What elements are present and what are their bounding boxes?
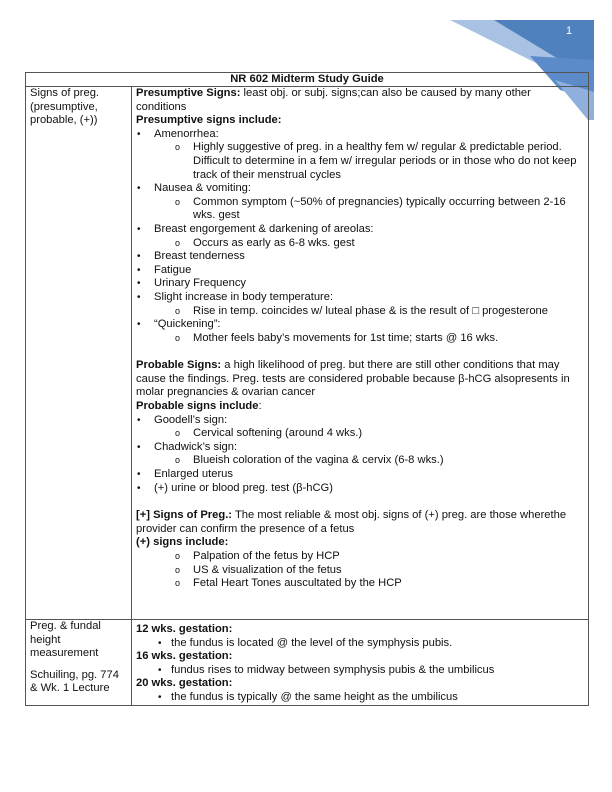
topic-label: Preg. & fundal height measurement bbox=[30, 620, 101, 660]
reference-label: Schuiling, pg. 774 & Wk. 1 Lecture bbox=[30, 668, 119, 695]
section-description: The most reliable & most obj. signs of (+) preg. are those wherethe provider can confirm the presence of a fetus bbox=[136, 509, 567, 535]
content-cell bbox=[132, 87, 589, 620]
list-item: • the fundus is typically @ the same height as the umbilicus bbox=[136, 691, 584, 705]
list-item: • Nausea & vomiting: o Common symptom (~50% of pregnancies) typically occurring between 2-16 wks. gest bbox=[136, 182, 584, 223]
sub-list-item: o Common symptom (~50% of pregnancies) typically occurring between 2-16 wks. gest bbox=[174, 196, 584, 223]
list-heading: Presumptive signs include: bbox=[136, 114, 282, 127]
list-item: • fundus rises to midway between symphysis pubis & the umbilicus bbox=[136, 664, 584, 678]
sub-list-item: o Fetal Heart Tones auscultated by the HCP bbox=[174, 577, 584, 591]
content-cell bbox=[132, 620, 589, 706]
positive-list bbox=[136, 550, 584, 591]
sub-list-item: o Blueish coloration of the vagina & cervix (6-8 wks.) bbox=[174, 454, 584, 468]
presumptive-list bbox=[136, 128, 584, 346]
sub-list-item: o Palpation of the fetus by HCP bbox=[174, 550, 584, 564]
sub-list-item: o Rise in temp. coincides w/ luteal phase & is the result of □ progesterone bbox=[174, 305, 584, 319]
section-description: least obj. or subj. signs;can also be caused by many other conditions bbox=[136, 87, 531, 113]
presumptive-section bbox=[136, 87, 584, 345]
table-row bbox=[26, 87, 589, 620]
sub-list-item: o US & visualization of the fetus bbox=[174, 564, 584, 578]
gestation-heading: 16 wks. gestation: bbox=[136, 650, 233, 663]
topic-label: Signs of preg. (presumptive, probable, (+)) bbox=[30, 87, 100, 127]
list-item: • Slight increase in body temperature: o Rise in temp. coincides w/ luteal phase & is the result of □ progesterone bbox=[136, 291, 584, 318]
gestation-heading: 12 wks. gestation: bbox=[136, 623, 233, 635]
page-number: 1 bbox=[566, 25, 573, 37]
list-item: • Urinary Frequency bbox=[136, 277, 584, 291]
section-heading: [+] Signs of Preg.: bbox=[136, 509, 233, 522]
table-row bbox=[26, 620, 589, 706]
section-heading: Probable Signs: bbox=[136, 359, 222, 372]
probable-section: Probable Signs: a high likelihood of preg. but there are still other conditions that may cause the findings. Preg. tests are considered probable because β-hCG alsopresents in molar pregnancies & ovarian cancer Probable signs include: • Goodell’s sign: o Cervical softening (around 4 wks.) • Chadwick’s sign: o Blueish coloration of the vagina & cervix (6-8 wks.) • Enlarged uterus • (+) urine or blood preg. test (β-hCG) bbox=[136, 359, 584, 495]
list-item: • Breast engorgement & darkening of areolas: o Occurs as early as 6-8 wks. gest bbox=[136, 223, 584, 250]
list-item: • the fundus is located @ the level of the symphysis pubis. bbox=[136, 637, 584, 651]
list-heading: Probable signs include bbox=[136, 400, 259, 413]
probable-list bbox=[136, 414, 584, 496]
sub-list-item: o Occurs as early as 6-8 wks. gest bbox=[174, 237, 584, 251]
topic-cell bbox=[26, 87, 132, 620]
list-item: • Goodell’s sign: o Cervical softening (around 4 wks.) bbox=[136, 414, 584, 441]
topic-cell bbox=[26, 620, 132, 706]
section-heading: Presumptive Signs: bbox=[136, 87, 241, 99]
list-item: • (+) urine or blood preg. test (β-hCG) bbox=[136, 482, 584, 496]
study-guide-table bbox=[25, 72, 589, 706]
list-item: • Breast tenderness bbox=[136, 250, 584, 264]
list-item: • Chadwick’s sign: o Blueish coloration of the vagina & cervix (6-8 wks.) bbox=[136, 441, 584, 468]
list-item: • Amenorrhea: o Highly suggestive of preg. in a healthy fem w/ regular & predictable period. Difficult to determine in a fem w/ irregular periods or in those who do not keep track of their menstrual cycles bbox=[136, 128, 584, 182]
sub-list-item: o Highly suggestive of preg. in a healthy fem w/ regular & predictable period. Difficult to determine in a fem w/ irregular periods or in those who do not keep track of their menstrual cycles bbox=[174, 141, 584, 182]
list-item: • “Quickening”: o Mother feels baby’s movements for 1st time; starts @ 16 wks. bbox=[136, 318, 584, 345]
section-description: a high likelihood of preg. but there are still other conditions that may cause the findings. Preg. tests are considered probable because β-hCG alsopresents in molar pregnancies & ovarian cancer bbox=[136, 359, 570, 399]
list-item: • Enlarged uterus bbox=[136, 468, 584, 482]
positive-section bbox=[136, 509, 584, 591]
document-title: NR 602 Midterm Study Guide bbox=[26, 73, 589, 87]
list-item: • Fatigue bbox=[136, 264, 584, 278]
sub-list-item: o Cervical softening (around 4 wks.) bbox=[174, 427, 584, 441]
sub-list-item: o Mother feels baby’s movements for 1st time; starts @ 16 wks. bbox=[174, 332, 584, 346]
list-heading: (+) signs include: bbox=[136, 536, 229, 549]
title-row bbox=[26, 73, 589, 87]
gestation-heading: 20 wks. gestation: bbox=[136, 677, 233, 690]
